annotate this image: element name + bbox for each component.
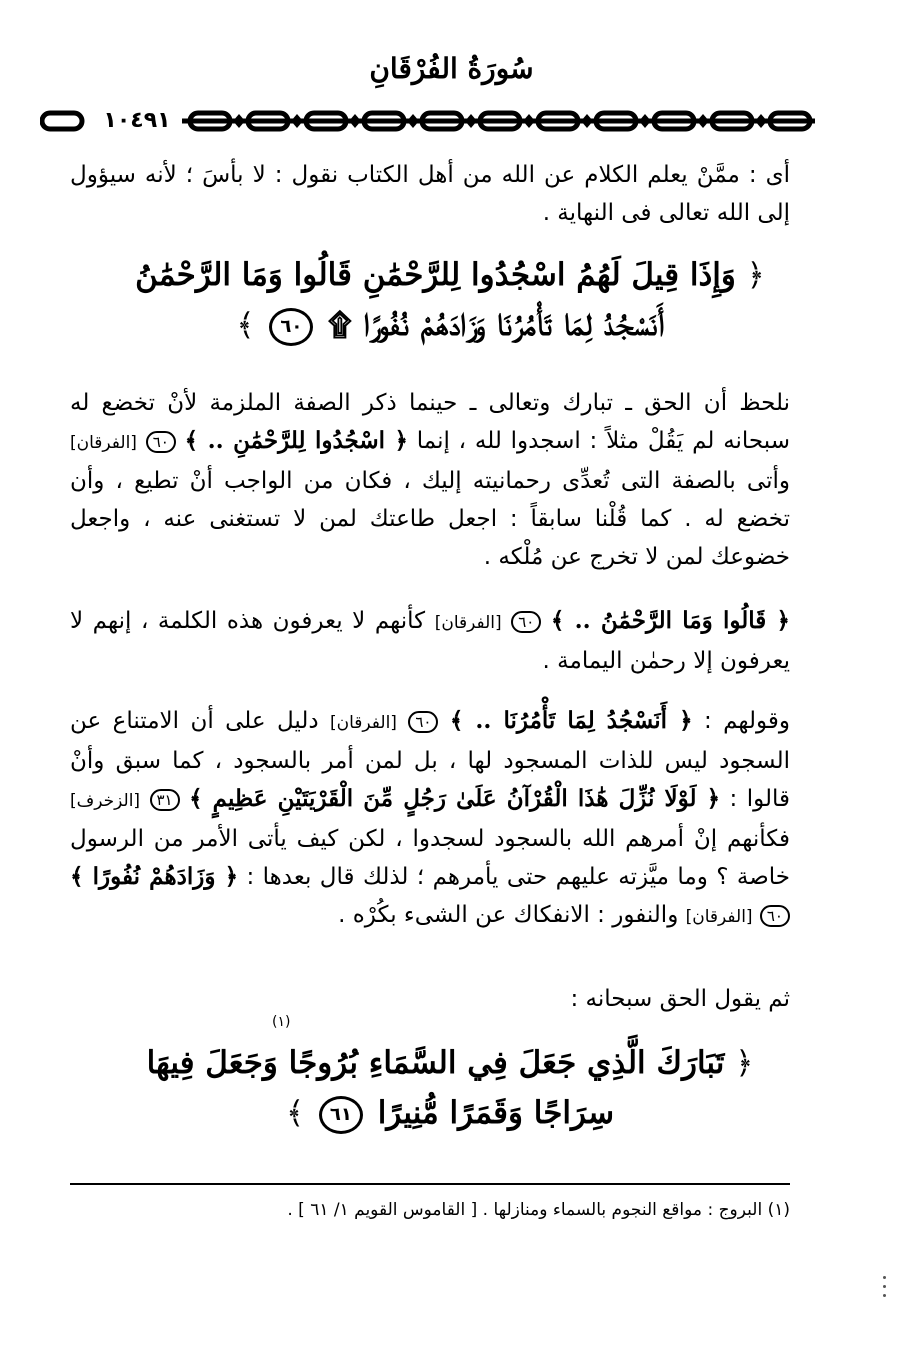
verse-open-ornament: ﴿: [735, 1045, 754, 1081]
paragraph-2-text-b: وأتى بالصفة التى تُعدِّى رحمانيته إليك ، فكان من الواجب أنْ تطيع ، وأن تخضع له . كما قُلْنا سابقاً : اجعل طاعتك لمن لا تستغنى عنه ، واجعل خضوعك لمن لا تخرج عن مُلْكه .: [70, 468, 790, 570]
paragraph-4-quote-2: ﴿ لَوْلَا نُزِّلَ هَٰذَا الْقُرْآنُ عَلَىٰ رَجُلٍ مِّنَ الْقَرْيَتَيْنِ عَظِيمٍ ﴾: [189, 785, 721, 812]
paragraph-4-quote-3: ﴿ وَزَادَهُمْ نُفُورًا ﴾: [70, 863, 239, 890]
inline-ayah-number: ٣١: [150, 789, 180, 811]
verse-60-line-1-text: وَإِذَا قِيلَ لَهُمُ اسْجُدُوا لِلرَّحْمَٰنِ قَالُوا وَمَا الرَّحْمَٰنُ: [135, 257, 736, 293]
inline-ayah-number: ٦٠: [760, 905, 790, 927]
ayah-number-badge: ٦٠: [269, 308, 313, 346]
paragraph-4-body: [70, 702, 790, 936]
paragraph-2-text-a: نلحظ أن الحق ـ تبارك وتعالى ـ حينما ذكر الصفة الملزمة لأنْ تخضع له سبحانه لم يَقُلْ مثلاً : اسجدوا لله ، إنما: [70, 390, 790, 454]
paragraph-2-body: [70, 384, 790, 576]
quran-verse-61: [120, 1038, 780, 1138]
paragraph-5: [70, 980, 790, 1018]
inline-ayah-number: ٦٠: [511, 611, 541, 633]
surah-reference: [الفرقان]: [434, 613, 502, 633]
paragraph-3: [70, 602, 790, 680]
paragraph-3-text: كأنهم لا يعرفون هذه الكلمة ، إنهم لا يعرفون إلا رحمٰن اليمامة .: [70, 608, 790, 674]
surah-reference: [الفرقان]: [330, 713, 397, 733]
inline-ayah-number: ٦٠: [146, 431, 176, 453]
quran-verse-60: [120, 250, 780, 350]
paragraph-2: [70, 384, 790, 576]
verse-61-line-2: [120, 1088, 780, 1138]
verse-61-line-1-text: تَبَارَكَ الَّذِي جَعَلَ فِي السَّمَاءِ بُرُوجًا وَجَعَلَ فِيهَا: [146, 1045, 725, 1081]
ayah-number-badge: ٦١: [319, 1096, 363, 1134]
paragraph-4-quote-1: ﴿ أَنَسْجُدُ لِمَا تَأْمُرُنَا .. ﴾: [449, 707, 693, 734]
surah-reference: [الفرقان]: [70, 433, 137, 453]
inline-ayah-number: ٦٠: [408, 711, 438, 733]
verse-open-ornament: ﴿: [746, 257, 765, 293]
verse-60-line-2-text: أَنَسْجُدُ لِمَا تَأْمُرُنَا وَزَادَهُمْ نُفُورًا ۩: [328, 307, 664, 343]
verse-60-line-2: [120, 300, 780, 350]
page-number: ١٠٤٩١: [92, 104, 182, 138]
paragraph-3-quote: ﴿ قَالُوا وَمَا الرَّحْمَٰنُ .. ﴾: [550, 607, 791, 634]
paragraph-4-text-a: وقولهم :: [703, 708, 791, 734]
paragraph-1-text: أى : ممَّنْ يعلم الكلام عن الله من أهل الكتاب نقول : لا بأسَ ؛ لأنه سيؤول إلى الله تعالى فى النهاية .: [70, 162, 790, 226]
paragraph-4-text-b: دليل على أن الامتناع عن السجود ليس للذات المسجود لها ، بل لمن أمر بالسجود ، كما سبق وأنْ قالوا :: [70, 708, 791, 812]
surah-title: سُورَةُ الفُرْقَانِ: [369, 52, 534, 85]
verse-61-line-1: [120, 1038, 780, 1088]
verse-close-ornament: ﴾: [236, 307, 255, 343]
paragraph-2-quote: ﴿ اسْجُدُوا لِلرَّحْمَٰنِ .. ﴾: [184, 427, 408, 454]
footnote-divider: [70, 1183, 790, 1185]
scan-edge-marks: [883, 1270, 887, 1310]
footnote-marker: (١): [272, 1014, 291, 1030]
verse-close-ornament: ﴾: [285, 1095, 305, 1131]
paragraph-4-text-c: فكأنهم إنْ أمرهم الله بالسجود لسجدوا ، لكن كيف يأتى الأمر من الرسول خاصة ؟ وما ميَّزته عليهم حتى يأمرهم ؛ لذلك قال بعدها :: [70, 826, 790, 890]
surah-reference: [الفرقان]: [685, 907, 753, 927]
paragraph-4: [70, 702, 790, 936]
paragraph-3-body: [70, 602, 790, 680]
paragraph-5-text: ثم يقول الحق سبحانه :: [570, 986, 790, 1012]
verse-61-line-2-text: سِرَاجًا وَقَمَرًا مُّنِيرًا: [377, 1095, 615, 1131]
verse-60-line-1: [120, 250, 780, 300]
footnote: (١) البروج : مواقع النجوم بالسماء ومنازلها . [ القاموس القويم ١/ ٦١ ] .: [287, 1200, 790, 1220]
surah-reference: [الزخرف]: [70, 791, 141, 811]
paragraph-1: [70, 156, 790, 232]
paragraph-4-text-d: والنفور : الانفكاك عن الشىء بكُرْه .: [338, 902, 679, 928]
